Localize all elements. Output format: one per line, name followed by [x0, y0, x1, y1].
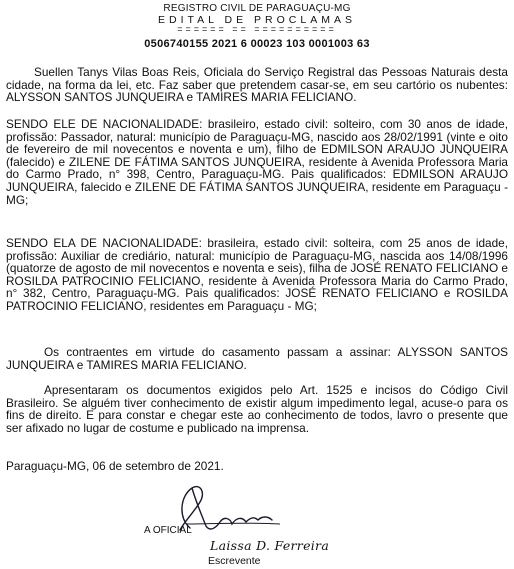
signature-label: A OFICIAL [144, 525, 192, 536]
documents-paragraph: Apresentaram os documentos exigidos pelo Art. 1525 e incisos do Código Civil Brasileiro. Se alguém tiver conhecimento de existir algum impedimento legal, acuse-o para os fins de direito. E para constar e chegar este ao conhecimento de todos, lavro o presente que ser afixado no lugar de costume e publicado na imprensa. [6, 383, 508, 435]
title-underline: ====== == ========== [177, 24, 337, 34]
groom-paragraph: SENDO ELE DE NACIONALIDADE: brasileiro, estado civil: solteiro, com 30 anos de idade, profissão: Passador, natural: município de Paraguaçu-MG, nascido aos 28/02/1991 (vinte e oito de fevereiro de mil novecentos e noventa e um), filho de EDMILSON ARAUJO JUNQUEIRA (falecido) e ZILENE DE FÁTIMA SANTOS JUNQUEIRA, residente à Avenida Professora Maria do Carmo Prado, n° 398, Centro, Paraguaçu-MG. Pais qualificados: EDMILSON ARAUJO JUNQUEIRA, falecido e ZILENE DE FÁTIMA SANTOS JUNQUEIRA, residente em Paraguaçu - MG; [6, 117, 508, 207]
document-number: 0506740155 2021 6 00023 103 0001003 63 [144, 38, 370, 50]
signers-paragraph: Os contraentes em virtude do casamento passam a assinar: ALYSSON SANTOS JUNQUEIRA e TAMIRES MARIA FELICIANO. [6, 345, 508, 372]
registry-title: REGISTRO CIVIL DE PARAGUAÇU-MG [163, 3, 351, 14]
intro-paragraph: Suellen Tanys Vilas Boas Reis, Oficiala do Serviço Registral das Pessoas Naturais desta cidade, na forma da lei, etc. Faz saber que pretendem casar-se, em seu cartório os nubentes: ALYSSON SANTOS JUNQUEIRA e TAMIRES MARIA FELICIANO. [6, 65, 508, 105]
date-line: Paraguaçu-MG, 06 de setembro de 2021. [6, 459, 224, 473]
edital-title: EDITAL DE PROCLAMAS [158, 14, 356, 26]
signer-name: Laissa D. Ferreira [210, 538, 330, 553]
bride-paragraph: SENDO ELA DE NACIONALIDADE: brasileira, estado civil: solteira, com 25 anos de idade, profissão: Auxiliar de crediário, natural: município de Paraguaçu-MG, nascida aos 14/08/1996 (quatorze de agosto de mil novecentos e noventa e seis), filha de JOSÉ RENATO FELICIANO e ROSILDA PATROCINIO FELICIANO, residente à Avenida Professora Maria do Carmo Prado, n° 382, Centro, Paraguaçu-MG. Pais qualificados: JOSÉ RENATO FELICIANO e ROSILDA PATROCINIO FELICIANO, residentes em Paraguaçu - MG; [6, 236, 508, 313]
signer-role: Escrevente [208, 555, 261, 567]
